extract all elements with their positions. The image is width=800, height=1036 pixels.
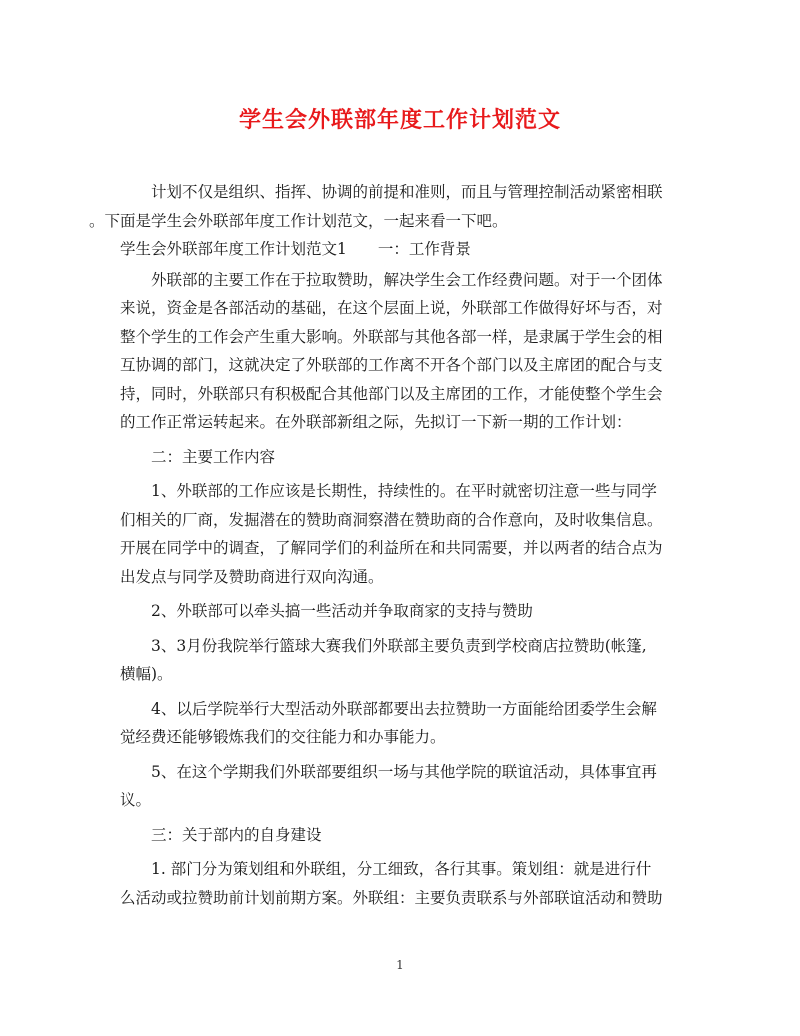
text-line: 1. 部门分为策划组和外联组，分工细致，各行其事。策划组：就是进行什 [151, 860, 652, 878]
page-title: 学生会外联部年度工作计划范文 [238, 107, 561, 133]
text-line: 外联部的主要工作在于拉取赞助，解决学生会工作经费问题。对于一个团体 [151, 270, 663, 289]
paragraph-intro [89, 178, 680, 235]
text-line: 觉经费还能够锻炼我们的交往能力和办事能力。 [120, 728, 446, 746]
text-line: 开展在同学中的调查，了解同学们的利益所在和共同需要，并以两者的结合点为 [120, 539, 663, 557]
text-line: 2、外联部可以牵头搞一些活动并争取商家的支持与赞助 [151, 602, 533, 620]
text-line: 议。 [120, 791, 152, 809]
text-line: 整个学生的工作会产生重大影响。外联部与其他各部一样，是隶属于学生会的相 [120, 327, 663, 346]
text-line: 4、以后学院举行大型活动外联部都要出去拉赞助一方面能给团委学生会解 [151, 699, 657, 718]
text-line: 计划不仅是组织、指挥、协调的前提和准则，而且与管理控制活动紧密相联 [151, 183, 663, 201]
page-number: 1 [396, 958, 404, 972]
paragraph-section-heading [120, 235, 680, 264]
text-line: 5、在这个学期我们外联部要组织一场与其他学院的联谊活动，具体事宜再 [151, 762, 657, 781]
text-line: 的工作正常运转起来。在外联部新组之际，先拟订一下新一期的工作计划： [120, 413, 632, 431]
text-line: 们相关的厂商，发掘潜在的赞助商洞察潜在赞助商的合作意向，及时收集信息。 [120, 510, 663, 529]
text-line: 学生会外联部年度工作计划范文1 一：工作背景 [120, 240, 471, 258]
document-body [89, 178, 680, 912]
text-line: 么活动或拉赞助前计划前期方案。外联组：主要负责联系与外部联谊活动和赞助 [120, 888, 663, 907]
text-line: 互协调的部门，这就决定了外联部的工作离不开各个部门以及主席团的配合与支 [120, 356, 663, 374]
paragraph-heading-2 [120, 443, 680, 472]
text-line: 持，同时，外联部只有积极配合其他部门以及主席团的工作，才能使整个学生会 [120, 384, 663, 403]
text-line: 二：主要工作内容 [151, 447, 276, 466]
paragraph-item-4 [120, 695, 680, 752]
text-line: 来说，资金是各部活动的基础，在这个层面上说，外联部工作做得好坏与否，对 [120, 299, 663, 317]
paragraph-background [120, 266, 680, 437]
text-line: 横幅)。 [120, 665, 173, 683]
text-line: 3、3月份我院举行篮球大赛我们外联部主要负责到学校商店拉赞助(帐篷, [151, 636, 647, 655]
paragraph-item-5 [120, 758, 680, 815]
paragraph-structure [120, 855, 680, 912]
paragraph-item-2 [120, 597, 680, 626]
text-line: 。下面是学生会外联部年度工作计划范文，一起来看一下吧。 [89, 211, 508, 230]
paragraph-heading-3 [120, 821, 680, 850]
paragraph-item-3 [120, 632, 680, 689]
text-line: 1、外联部的工作应该是长期性，持续性的。在平时就密切注意一些与同学 [151, 482, 657, 500]
text-line: 出发点与同学及赞助商进行双向沟通。 [120, 567, 384, 586]
text-line: 三：关于部内的自身建设 [151, 825, 322, 844]
paragraph-item-1 [120, 477, 680, 591]
